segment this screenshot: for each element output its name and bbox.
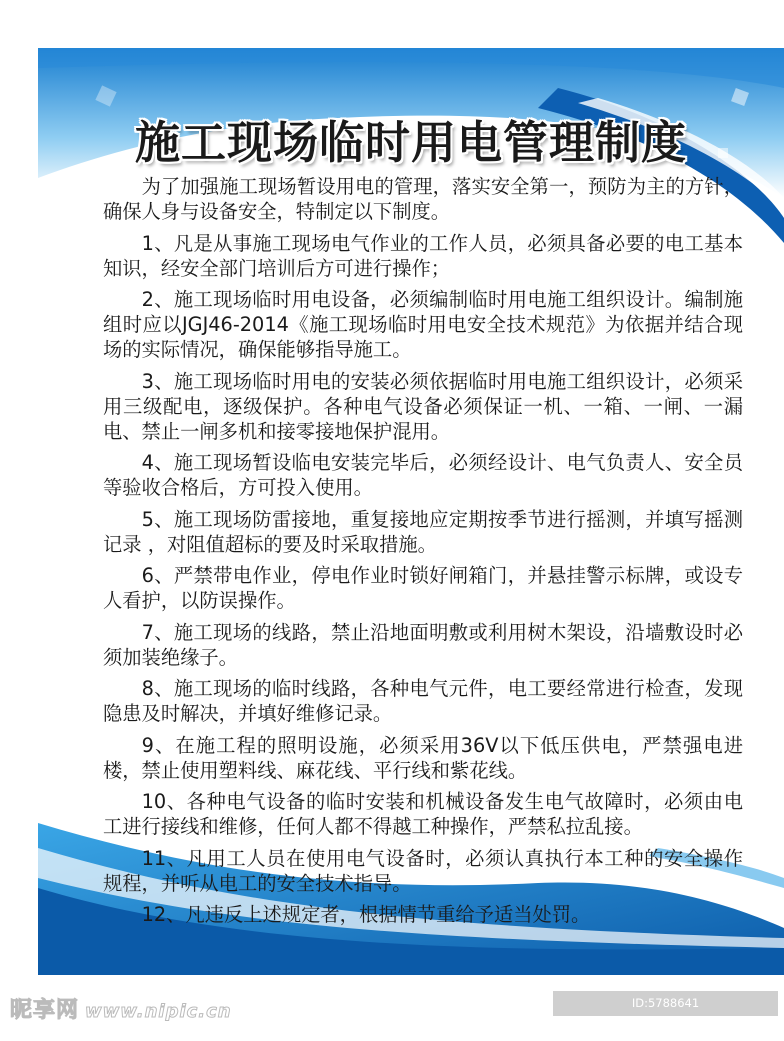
intro-paragraph: 为了加强施工现场暂设用电的管理，落实安全第一，预防为主的方针，确保人身与设备安全，特制定以下制度。 [103,175,743,223]
watermark-logo-text: 昵享网 [10,998,80,1023]
rule-item: 7、施工现场的线路，禁止沿地面明敷或利用树木架设，沿墙敷设时必须加装绝缘子。 [103,620,743,669]
rule-item: 9、在施工程的照明设施，必须采用36V以下低压供电，严禁强电进楼，禁止使用塑料线、麻花线、平行线和紫花线。 [103,733,743,782]
rule-item: 4、施工现场暂设临电安装完毕后，必须经设计、电气负责人、安全员等验收合格后，方可投入使用。 [103,451,743,499]
page-title: 施工现场临时用电管理制度 [134,116,687,169]
rule-item: 12、凡违反上述规定者，根据情节重给予适当处罚。 [141,903,591,926]
regulation-text [103,174,743,934]
image-id-badge: ID:5788641 NO:20190919131556220031 [553,991,778,1016]
poster [38,48,784,975]
rule-item: 8、施工现场的临时线路，各种电气元件，电工要经常进行检查，发现隐患及时解决，并填好维修记录。 [103,677,743,725]
watermark-url: www.nipic.cn [85,1001,232,1022]
rule-item: 10、各种电气设备的临时安装和机械设备发生电气故障时，必须由电工进行接线和维修，任何人都不得越工种操作，严禁私拉乱接。 [103,790,743,838]
watermark-logo [10,993,232,1024]
rule-item: 1、凡是从事施工现场电气作业的工作人员，必须具备必要的电工基本知识，经安全部门培训后方可进行操作； [103,231,743,280]
rule-item: 5、施工现场防雷接地，重复接地应定期按季节进行摇测，并填写摇测记录 ，对阻值超标的要及时采取措施。 [103,507,743,556]
rule-item: 2、施工现场临时用电设备，必须编制临时用电施工组织设计。编制施组时应以JGJ46-2014《施工现场临时用电安全技术规范》为依据并结合现场的实际情况，确保能够指导施工。 [103,288,743,361]
rule-item: 3、施工现场临时用电的安装必须依据临时用电施工组织设计，必须采用三级配电，逐级保护。各种电气设备必须保证一机、一箱、一闸、一漏电、禁止一闸多机和接零接地保护混用。 [103,369,743,443]
rule-item: 6、严禁带电作业，停电作业时锁好闸箱门，并悬挂警示标牌，或设专人看护，以防误操作。 [103,564,743,612]
rule-item: 11、凡用工人员在使用电气设备时，必须认真执行本工种的安全操作规程，并听从电工的安全技术指导。 [103,846,743,895]
